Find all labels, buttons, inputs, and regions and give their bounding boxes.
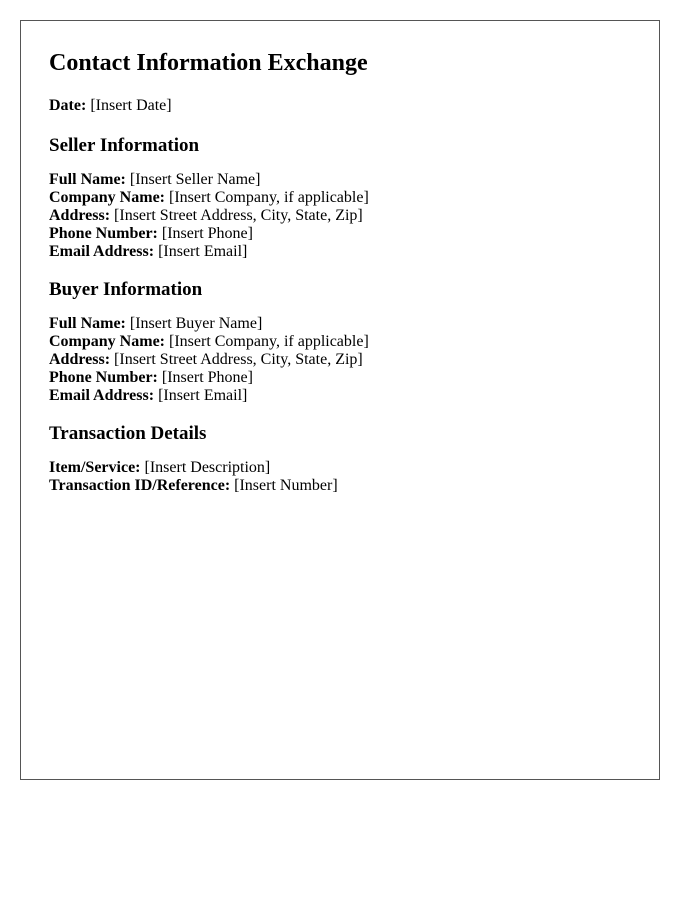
field-value: [Insert Buyer Name] xyxy=(129,315,263,332)
field-row xyxy=(49,189,631,207)
field-row xyxy=(49,225,631,243)
field-label: Item/Service: xyxy=(49,459,141,476)
field-label: Phone Number: xyxy=(49,369,158,386)
date-label: Date: xyxy=(49,97,87,114)
field-row xyxy=(49,171,631,189)
seller-section xyxy=(49,135,631,261)
section-heading: Buyer Information xyxy=(49,279,203,300)
field-label: Company Name: xyxy=(49,333,165,350)
date-line xyxy=(49,97,631,115)
field-row xyxy=(49,369,631,387)
field-value: [Insert Company, if applicable] xyxy=(169,189,369,206)
field-label: Email Address: xyxy=(49,387,155,404)
field-label: Address: xyxy=(49,207,111,224)
transaction-section xyxy=(49,423,631,495)
field-value: [Insert Email] xyxy=(158,243,248,260)
field-label: Email Address: xyxy=(49,243,155,260)
field-value: [Insert Seller Name] xyxy=(129,171,261,188)
field-row xyxy=(49,333,631,351)
field-row xyxy=(49,459,631,477)
field-row xyxy=(49,351,631,369)
field-value: [Insert Phone] xyxy=(161,369,253,386)
field-label: Phone Number: xyxy=(49,225,158,242)
field-row xyxy=(49,207,631,225)
field-value: [Insert Street Address, City, State, Zip] xyxy=(114,351,363,368)
field-row xyxy=(49,387,631,405)
field-label: Address: xyxy=(49,351,111,368)
field-value: [Insert Number] xyxy=(234,477,338,494)
field-label: Company Name: xyxy=(49,189,165,206)
document-page xyxy=(20,20,660,780)
field-label: Full Name: xyxy=(49,315,126,332)
field-label: Full Name: xyxy=(49,171,126,188)
field-label: Transaction ID/Reference: xyxy=(49,477,231,494)
field-value: [Insert Email] xyxy=(158,387,248,404)
section-heading: Transaction Details xyxy=(49,423,207,444)
field-value: [Insert Company, if applicable] xyxy=(169,333,369,350)
document-title: Contact Information Exchange xyxy=(49,50,368,76)
buyer-section xyxy=(49,279,631,405)
field-value: [Insert Phone] xyxy=(161,225,253,242)
field-row xyxy=(49,315,631,333)
field-value: [Insert Description] xyxy=(144,459,271,476)
field-value: [Insert Street Address, City, State, Zip] xyxy=(114,207,363,224)
date-value: [Insert Date] xyxy=(90,97,172,114)
field-row xyxy=(49,477,631,495)
section-heading: Seller Information xyxy=(49,135,200,156)
field-row xyxy=(49,243,631,261)
